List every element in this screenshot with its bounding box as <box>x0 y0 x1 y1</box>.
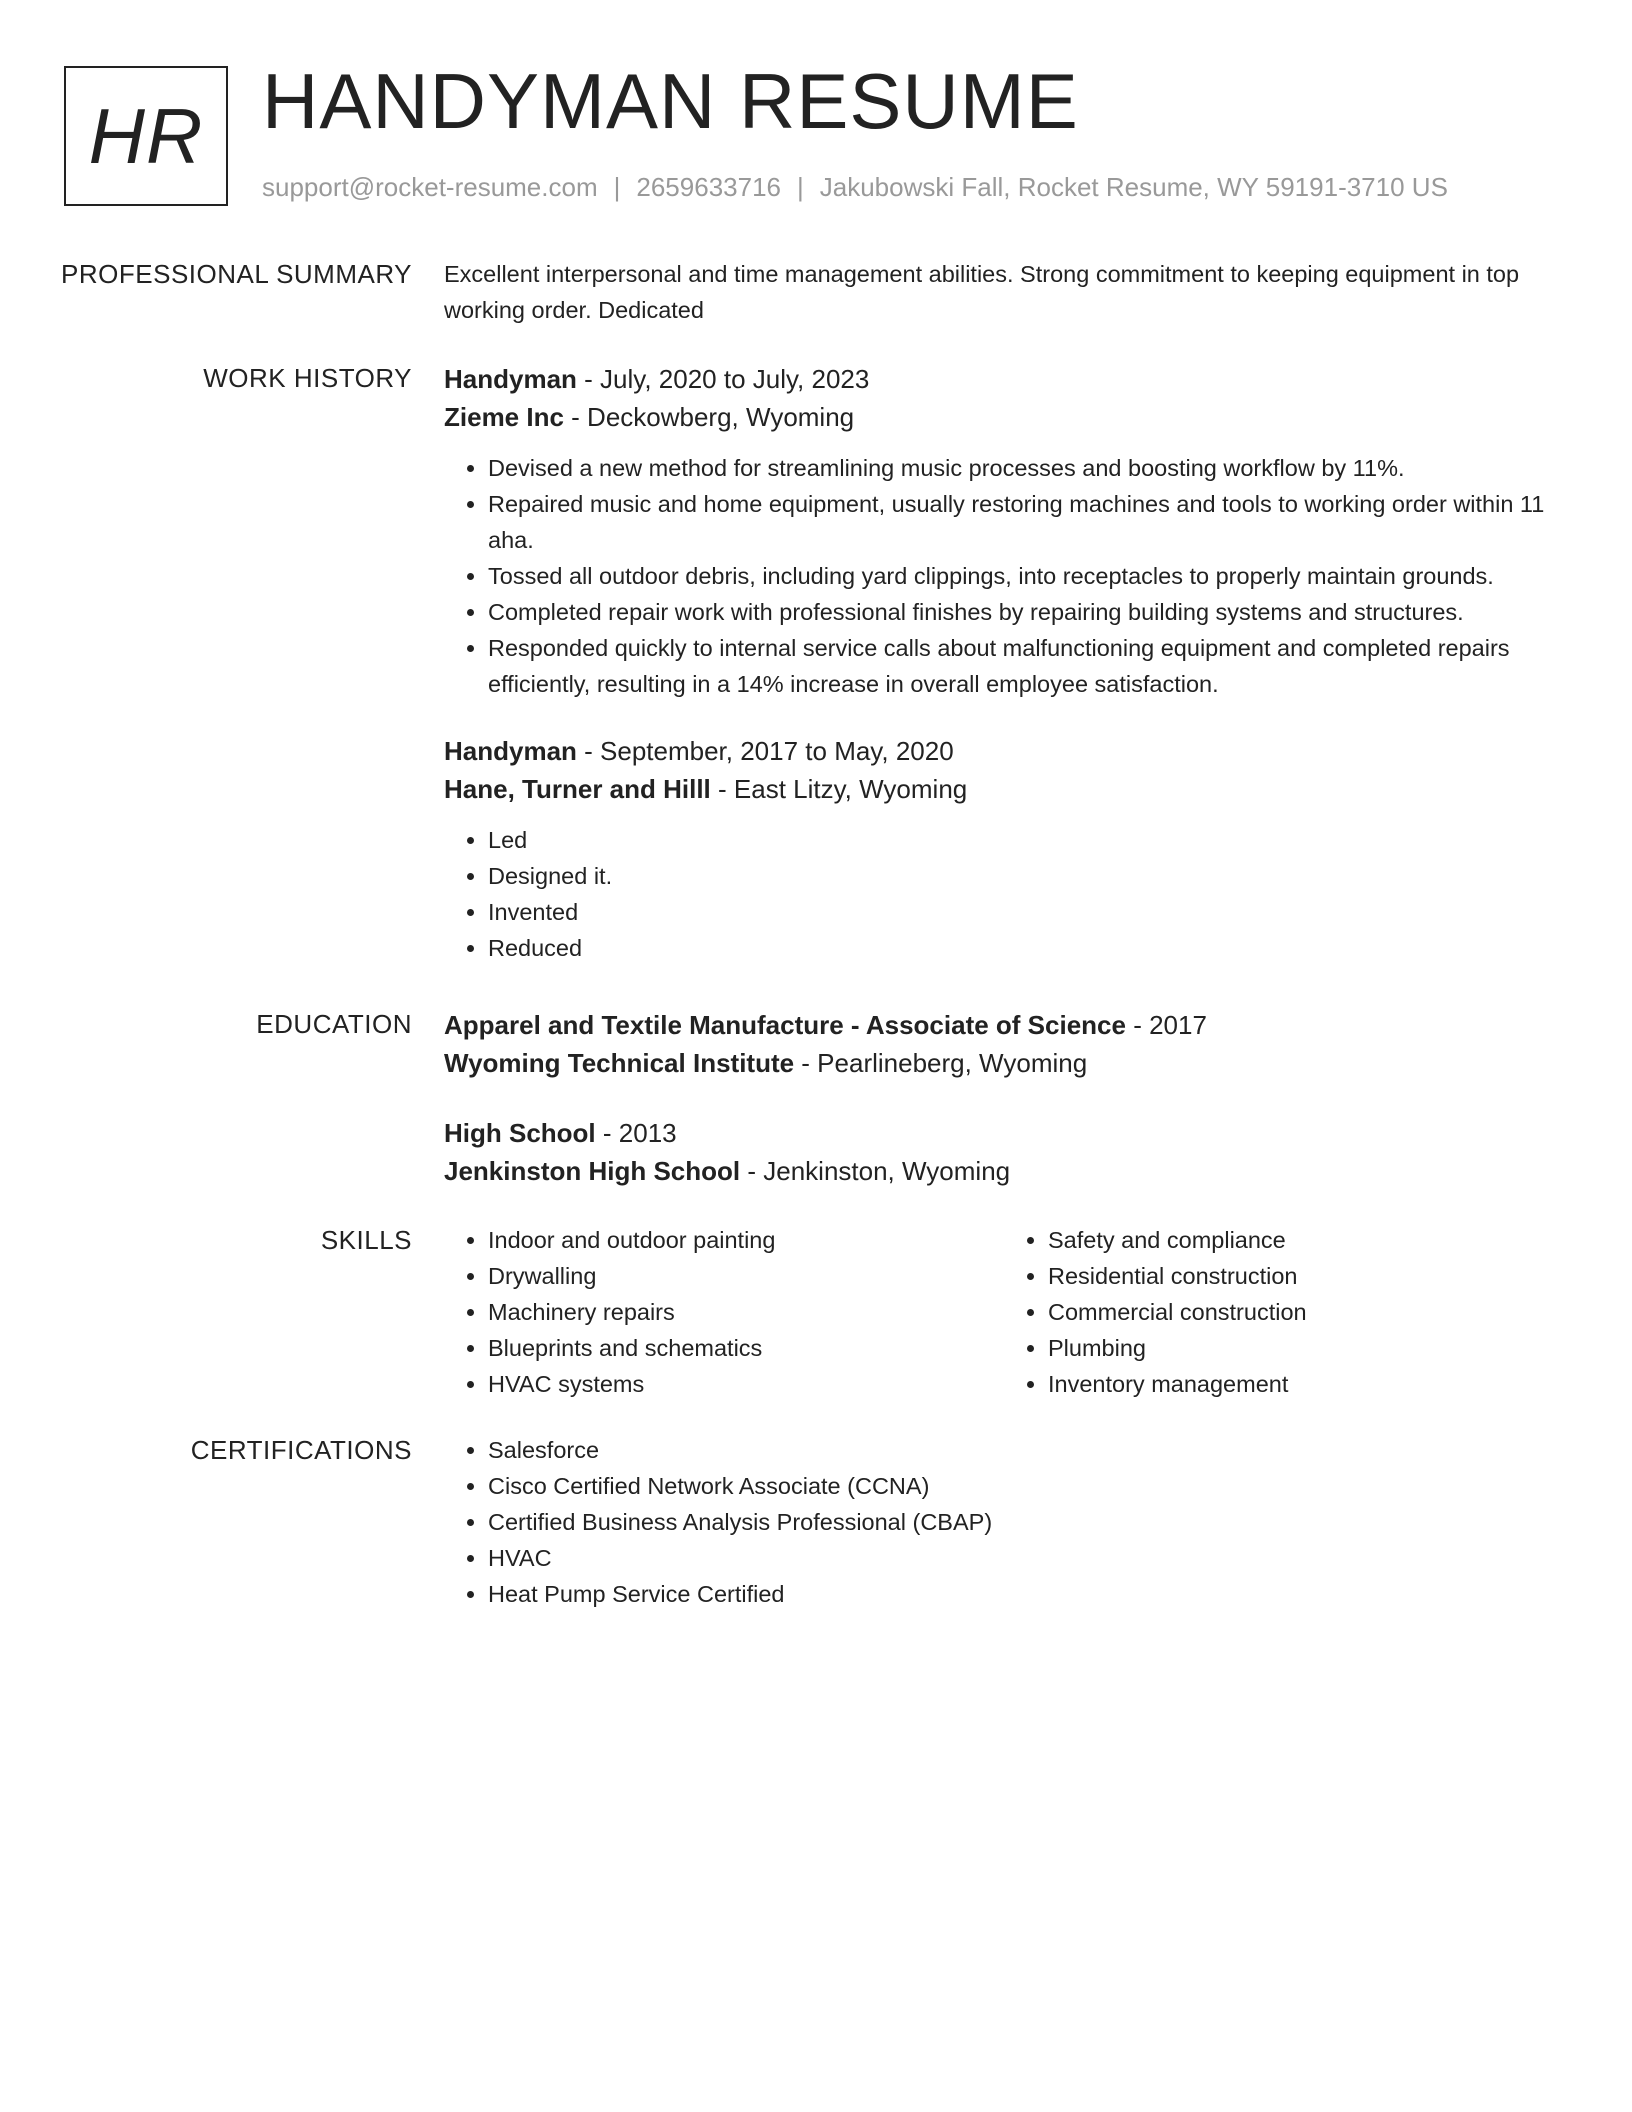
contact-line <box>262 172 1448 203</box>
job-location: - East Litzy, Wyoming <box>710 774 968 804</box>
education-degree: High School <box>444 1118 596 1148</box>
skill-item: • Safety and compliance <box>1048 1222 1564 1258</box>
job-bullets <box>444 450 1564 702</box>
job-bullet: • Tossed all outdoor debris, including yard clippings, into receptacles to properly maintain grounds. <box>488 558 1564 594</box>
job-bullet: • Led <box>488 822 1564 858</box>
education-degree-line <box>444 1114 1564 1152</box>
skill-item: • Commercial construction <box>1048 1294 1564 1330</box>
job-company-line <box>444 398 1564 436</box>
education-year: - 2013 <box>595 1118 677 1148</box>
skill-item: • Inventory management <box>1048 1366 1564 1402</box>
education-location: - Pearlineberg, Wyoming <box>794 1048 1088 1078</box>
job-title: Handyman <box>444 736 577 766</box>
summary-text: Excellent interpersonal and time management abilities. Strong commitment to keeping equipment in top working order. Dedicated <box>444 261 1520 323</box>
job-bullet: • Designed it. <box>488 858 1564 894</box>
certification-item: • Salesforce <box>488 1432 1564 1468</box>
skill-item: • Machinery repairs <box>488 1294 1004 1330</box>
section-label-skills: SKILLS <box>320 1225 412 1255</box>
education-year: - 2017 <box>1125 1010 1207 1040</box>
monogram-box <box>64 66 228 206</box>
job-bullet: • Reduced <box>488 930 1564 966</box>
job-title-line <box>444 732 1564 770</box>
job-company: Hane, Turner and Hilll <box>444 774 711 804</box>
contact-address: Jakubowski Fall, Rocket Resume, WY 59191-3710 US <box>819 172 1448 202</box>
job-location: - Deckowberg, Wyoming <box>563 402 855 432</box>
work-history-body <box>444 360 1564 966</box>
job-entry <box>444 732 1564 966</box>
job-bullets <box>444 822 1564 966</box>
job-bullet: • Devised a new method for streamlining music processes and boosting workflow by 11%. <box>488 450 1564 486</box>
contact-separator: | <box>797 172 804 202</box>
certification-item: • Certified Business Analysis Professional (CBAP) <box>488 1504 1564 1540</box>
resume-title: HANDYMAN RESUME <box>262 57 1079 145</box>
education-school-line <box>444 1044 1564 1082</box>
job-company-line <box>444 770 1564 808</box>
certifications-body <box>444 1432 1564 1612</box>
skill-item: • Plumbing <box>1048 1330 1564 1366</box>
job-bullet: • Invented <box>488 894 1564 930</box>
job-dates: - September, 2017 to May, 2020 <box>576 736 954 766</box>
section-label-summary: PROFESSIONAL SUMMARY <box>61 259 412 289</box>
skills-body <box>444 1222 1564 1402</box>
job-bullet: • Completed repair work with professional finishes by repairing building systems and structures. <box>488 594 1564 630</box>
skill-item: • Residential construction <box>1048 1258 1564 1294</box>
job-entry <box>444 360 1564 702</box>
education-school-line <box>444 1152 1564 1190</box>
skills-list-left <box>444 1222 1004 1402</box>
education-entry <box>444 1114 1564 1190</box>
job-bullet: • Repaired music and home equipment, usually restoring machines and tools to working order within 11 aha. <box>488 486 1564 558</box>
section-label-work-history: WORK HISTORY <box>203 363 412 393</box>
contact-email[interactable]: support@rocket-resume.com <box>262 172 598 202</box>
education-school: Wyoming Technical Institute <box>444 1048 795 1078</box>
job-title: Handyman <box>444 364 577 394</box>
job-dates: - July, 2020 to July, 2023 <box>576 364 870 394</box>
education-entry <box>444 1006 1564 1082</box>
job-title-line <box>444 360 1564 398</box>
certification-item: • HVAC <box>488 1540 1564 1576</box>
monogram-text: HR <box>88 91 204 180</box>
section-label-certifications: CERTIFICATIONS <box>190 1435 412 1465</box>
education-degree-line <box>444 1006 1564 1044</box>
education-degree: Apparel and Textile Manufacture - Associate of Science <box>444 1010 1126 1040</box>
job-company: Zieme Inc <box>444 402 564 432</box>
contact-phone[interactable]: 2659633716 <box>636 172 781 202</box>
skill-item: • Blueprints and schematics <box>488 1330 1004 1366</box>
education-body <box>444 1006 1564 1190</box>
education-school: Jenkinston High School <box>444 1156 741 1186</box>
certification-item: • Cisco Certified Network Associate (CCNA) <box>488 1468 1564 1504</box>
skill-item: • Drywalling <box>488 1258 1004 1294</box>
skills-list-right <box>1004 1222 1564 1402</box>
section-label-education: EDUCATION <box>256 1009 412 1039</box>
certifications-list <box>444 1432 1564 1612</box>
skills-columns <box>444 1222 1564 1402</box>
job-bullet: • Responded quickly to internal service calls about malfunctioning equipment and completed repairs efficiently, resulting in a 14% increase in overall employee satisfaction. <box>488 630 1564 702</box>
summary-body <box>444 256 1564 328</box>
skill-item: • Indoor and outdoor painting <box>488 1222 1004 1258</box>
education-location: - Jenkinston, Wyoming <box>740 1156 1011 1186</box>
skill-item: • HVAC systems <box>488 1366 1004 1402</box>
contact-separator: | <box>613 172 621 202</box>
certification-item: • Heat Pump Service Certified <box>488 1576 1564 1612</box>
